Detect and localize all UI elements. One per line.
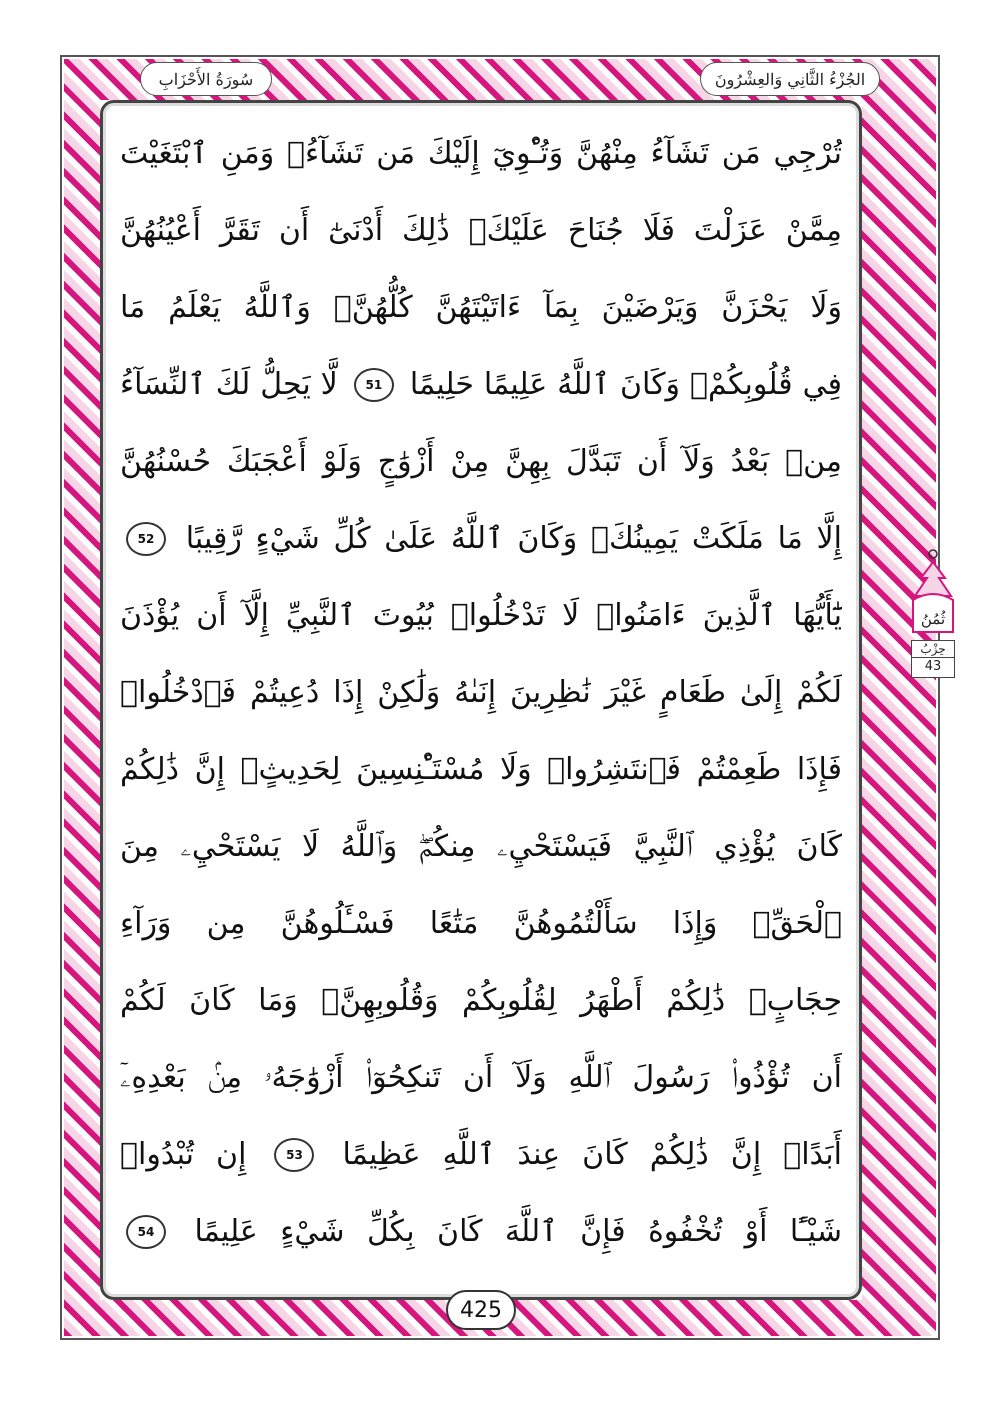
text-line	[120, 269, 842, 346]
quran-text	[120, 115, 842, 1270]
verse-text: تُرْجِي مَن تَشَآءُ مِنْهُنَّ وَتُـْٔوِيٓ إِلَيْكَ مَن تَشَآءُۖ وَمَنِ ٱبْتَغَيْتَ	[120, 136, 842, 171]
surah-label: سُورَةُ الأَحْزَابِ	[140, 62, 272, 96]
line-text	[120, 752, 842, 787]
verse-text: أَبَدًاۚ إِنَّ ذَٰلِكُمْ كَانَ عِندَ ٱللَّهِ عَظِيمًا	[342, 1136, 842, 1172]
verse-text: إِلَّا مَا مَلَكَتْ يَمِينُكَۗ وَكَانَ ٱللَّهُ عَلَىٰ كُلِّ شَيْءٍ رَّقِيبًا	[185, 520, 842, 556]
ayah-number-marker: 51	[354, 368, 394, 402]
text-line	[120, 962, 842, 1039]
text-line	[120, 1193, 842, 1270]
line-text	[120, 906, 842, 941]
line-text	[120, 829, 842, 864]
text-line	[120, 731, 842, 808]
verse-text: أَن تُؤْذُوا۟ رَسُولَ ٱللَّهِ وَلَآ أَن تَنكِحُوٓا۟ أَزْوَٰجَهُۥ مِنۢ بَعْدِهِۦٓ	[120, 1060, 842, 1095]
text-line	[120, 577, 842, 654]
text-line	[120, 500, 842, 577]
line-text	[120, 444, 842, 479]
thumn-label: ثُمُنُ	[920, 610, 946, 628]
verse-text: يَٰٓأَيُّهَا ٱلَّذِينَ ءَامَنُوا۟ لَا تَدْخُلُوا۟ بُيُوتَ ٱلنَّبِيِّ إِلَّآ أَن يُؤْذَنَ	[120, 598, 842, 633]
page-number-badge	[446, 1290, 516, 1330]
verse-text: إِن تُبْدُوا۟	[120, 1136, 247, 1172]
line-text	[120, 1137, 842, 1173]
text-line	[120, 346, 842, 423]
line-text	[120, 136, 842, 171]
verse-text: مِنۢ بَعْدُ وَلَآ أَن تَبَدَّلَ بِهِنَّ مِنْ أَزْوَٰجٍ وَلَوْ أَعْجَبَكَ حُسْنُهُنَّ	[120, 444, 842, 479]
verse-text: فَإِذَا طَعِمْتُمْ فَٱنتَشِرُوا۟ وَلَا مُسْتَـْٔنِسِينَ لِحَدِيثٍۚ إِنَّ ذَٰلِكُمْ	[120, 752, 842, 787]
verse-text: فِي قُلُوبِكُمْۚ وَكَانَ ٱللَّهُ عَلِيمًا حَلِيمًا	[409, 366, 842, 402]
hizb-marker	[905, 548, 961, 678]
verse-text: مِمَّنْ عَزَلْتَ فَلَا جُنَاحَ عَلَيْكَۚ ذَٰلِكَ أَدْنَىٰٓ أَن تَقَرَّ أَعْيُنُهُنَّ	[120, 213, 842, 248]
verse-text: لَكُمْ إِلَىٰ طَعَامٍ غَيْرَ نَٰظِرِينَ إِنَىٰهُ وَلَٰكِنْ إِذَا دُعِيتُمْ فَٱدْخُلُوا۟	[120, 675, 842, 710]
line-text	[120, 213, 842, 248]
line-text	[120, 521, 842, 557]
verse-text: كَانَ يُؤْذِي ٱلنَّبِيَّ فَيَسْتَحْيِۦ مِنكُمْۖ وَٱللَّهُ لَا يَسْتَحْيِۦ مِنَ	[120, 829, 842, 864]
line-text	[120, 367, 842, 403]
text-line	[120, 885, 842, 962]
text-line	[120, 654, 842, 731]
line-text	[120, 290, 842, 325]
line-text	[120, 675, 842, 710]
text-line	[120, 115, 842, 192]
ayah-number-marker: 54	[126, 1215, 166, 1249]
verse-text: حِجَابٍۚ ذَٰلِكُمْ أَطْهَرُ لِقُلُوبِكُمْ وَقُلُوبِهِنَّۚ وَمَا كَانَ لَكُمْ	[120, 983, 842, 1018]
text-line	[120, 423, 842, 500]
text-line	[120, 192, 842, 269]
hizb-box	[911, 640, 955, 678]
verse-text: شَيْـًٔا أَوْ تُخْفُوهُ فَإِنَّ ٱللَّهَ كَانَ بِكُلِّ شَيْءٍ عَلِيمًا	[194, 1213, 842, 1249]
text-line	[120, 1116, 842, 1193]
line-text	[120, 1214, 842, 1250]
hizb-number: 43	[912, 657, 954, 676]
line-text	[120, 598, 842, 633]
text-line	[120, 808, 842, 885]
juz-label: الجُزْءُ الثَّانِي وَالعِشْرُونَ	[700, 62, 880, 96]
page-number: 425	[460, 1297, 502, 1323]
line-text	[120, 1060, 842, 1095]
ayah-number-marker: 52	[126, 522, 166, 556]
line-text	[120, 983, 842, 1018]
verse-text: وَلَا يَحْزَنَّ وَيَرْضَيْنَ بِمَآ ءَاتَيْتَهُنَّ كُلُّهُنَّۚ وَٱللَّهُ يَعْلَمُ مَا	[120, 290, 842, 325]
text-line	[120, 1039, 842, 1116]
verse-text: ٱلْحَقِّۚ وَإِذَا سَأَلْتُمُوهُنَّ مَتَٰعًا فَسْـَٔلُوهُنَّ مِن وَرَآءِ	[120, 906, 842, 941]
ayah-number-marker: 53	[274, 1138, 314, 1172]
hizb-label: حِزْبُ	[920, 642, 946, 656]
verse-text: لَّا يَحِلُّ لَكَ ٱلنِّسَآءُ	[120, 366, 338, 402]
